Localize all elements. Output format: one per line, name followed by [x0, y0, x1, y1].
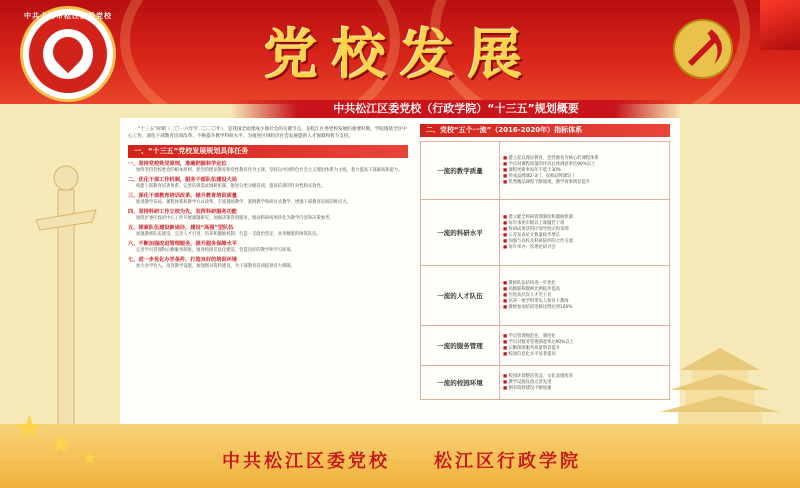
task-title: 二、优化干部工作机制，服务干部队伍建设大局 [128, 177, 237, 183]
row-items [500, 142, 670, 200]
table-row [421, 326, 670, 366]
list-item: ■ 教学设施设备完善先进 [503, 380, 666, 386]
task-section [128, 225, 408, 238]
list-item: ■ 课程更新率每年不低于30% [503, 168, 666, 174]
task-section [128, 209, 408, 222]
row-category: 一流的教学质量 [421, 142, 500, 200]
row-category: 一流的服务管理 [421, 326, 500, 366]
star-icon: ★ [14, 408, 45, 448]
task-text: 加强教师队伍建设，完善人才引进、培养和激励机制，打造一支政治坚定、业务精湛的师资队伍。 [136, 232, 321, 237]
task-title: 一、坚持党校姓党原则，准确把握科学定位 [128, 161, 227, 167]
row-items [500, 266, 670, 326]
page-title: 党校发展 [264, 22, 536, 86]
list-item: ■ 校园信息化水平显著提高 [503, 352, 666, 358]
table-row [421, 142, 670, 200]
footer-school-name: 中共松江区委党校 [222, 451, 390, 472]
list-item: ■ 公开发表论文数量稳步增长 [503, 233, 666, 239]
table-row [421, 200, 670, 266]
footer-band [0, 424, 800, 488]
list-item: ■ 建立起以理论教育、党性教育为核心的课程体系 [503, 156, 666, 162]
task-title: 六、不断加强改进管理服务，提升服务保障水平 [128, 241, 237, 247]
row-category: 一流的人才队伍 [421, 266, 500, 326]
row-items [500, 200, 670, 266]
list-item: ■ 形成品牌课2-3门，双师品牌课5门 [503, 174, 666, 180]
list-item: ■ 加强与高校及科研院所的合作交流 [503, 239, 666, 245]
indicator-table [420, 141, 670, 400]
task-text: 构建干部教育培训体系，完善培训需求调研机制，推进分类分级培训，提高培训的针对性和实效性。 [136, 184, 326, 189]
task-section [128, 193, 408, 206]
task-title: 五、探索队伍建设新途径，建设“高强”型队伍 [128, 225, 234, 231]
list-item: ■ 校园环境整洁优美、文化氛围浓厚 [503, 374, 666, 380]
list-item: ■ 建立健全科研管理制度和激励机制 [503, 215, 666, 221]
list-item: ■ 图书资料建设不断加强 [503, 386, 666, 392]
task-title: 四、坚持科研工作立校为先，发挥科研服务功能 [128, 209, 237, 215]
task-section [128, 241, 408, 254]
red-flag [760, 0, 800, 50]
list-item: ■ 引进高层次人才若干名 [503, 293, 666, 299]
task-title: 三、深化干部教育培训改革，提升教育培训质量 [128, 193, 237, 199]
party-emblem-icon [672, 18, 734, 80]
list-item: ■ 后勤保障服务质量明显提升 [503, 346, 666, 352]
task-title: 七、进一步优化办学条件，打造良好的培训环境 [128, 257, 237, 263]
list-item: ■ 学员管理规范化、制度化 [503, 334, 666, 340]
row-category: 一流的校园环境 [421, 366, 500, 400]
task-section [128, 257, 408, 270]
footer-academy-name: 松江区行政学院 [434, 451, 581, 472]
table-row [421, 266, 670, 326]
task-text: 完善学员管理和后勤服务制度，推进校园信息化建设，营造良好的教学和学习环境。 [136, 248, 295, 253]
list-item: ■ 学员对服务管理满意率达90%以上 [503, 340, 666, 346]
row-category: 一流的科研水平 [421, 200, 500, 266]
table-row [421, 366, 670, 400]
party-school-logo [20, 6, 116, 102]
list-item: ■ 优秀精品课程不断涌现，教学效果明显提升 [503, 180, 666, 186]
logo-text: 中共上海市松江区委党校 [24, 12, 112, 20]
list-item: ■ 学员对课程质量的评价总体满意率达90%以上 [503, 162, 666, 168]
tasks-column [128, 126, 408, 270]
list-item: ■ 科研成果获得区领导批示和采纳 [503, 227, 666, 233]
list-item: ■ 培养一批学科带头人和骨干教师 [503, 299, 666, 305]
task-text: 始终坚持党校姓党的根本原则，把党的理论教育和党性教育作为主课，坚持以中国特色社会主义理论体系为主线，着力提高干部素质和能力。 [136, 168, 403, 173]
indicator-heading: 二、党校“五个一流”（2016-2020年）指标体系 [420, 124, 670, 137]
star-icon: ★ [82, 448, 99, 469]
list-item: ■ 教师参加培训进修比例达到100% [503, 305, 666, 311]
list-item: ■ 高级职称教师比例稳步提高 [503, 287, 666, 293]
list-item: ■ 每年举办一次理论研讨会 [503, 245, 666, 251]
intro-text: “十三五”时期（二〇一六年至二〇二〇年），是我国全面建成小康社会的关键节点，是松江区委党校发展的重要时期。学院围绕全区中心工作，深化干部教育培训改革，不断提升教学科研水平，为推进区域经济社会发展提供人才保障和智力支持。 [128, 127, 407, 139]
indicator-column [420, 124, 670, 400]
list-item: ■ 每年承担市级以上课题若干项 [503, 221, 666, 227]
task-section [128, 177, 408, 190]
task-text: 加大办学投入，改善教学设施，加强图书资料建设，为干部教育培训提供有力保障。 [136, 264, 295, 269]
task-text: 围绕区委区政府中心工作开展课题研究，加强决策咨询服务，推动科研成果转化为教学内容和决策参考。 [136, 216, 334, 221]
list-item: ■ 教师队伍结构进一步优化 [503, 281, 666, 287]
tasks-heading: 一、“十三五”党校发展规划具体任务 [128, 145, 408, 158]
task-section [128, 161, 408, 174]
task-text: 推进教学布局、课程体系和教学方式改革，丰富现场教学、案例教学和研讨式教学，增强干部教育培训的吸引力。 [136, 200, 351, 205]
plan-title-bar: 中共松江区委党校（行政学院）“十三五”规划概要 [230, 100, 682, 118]
star-icon: ★ [50, 430, 72, 458]
